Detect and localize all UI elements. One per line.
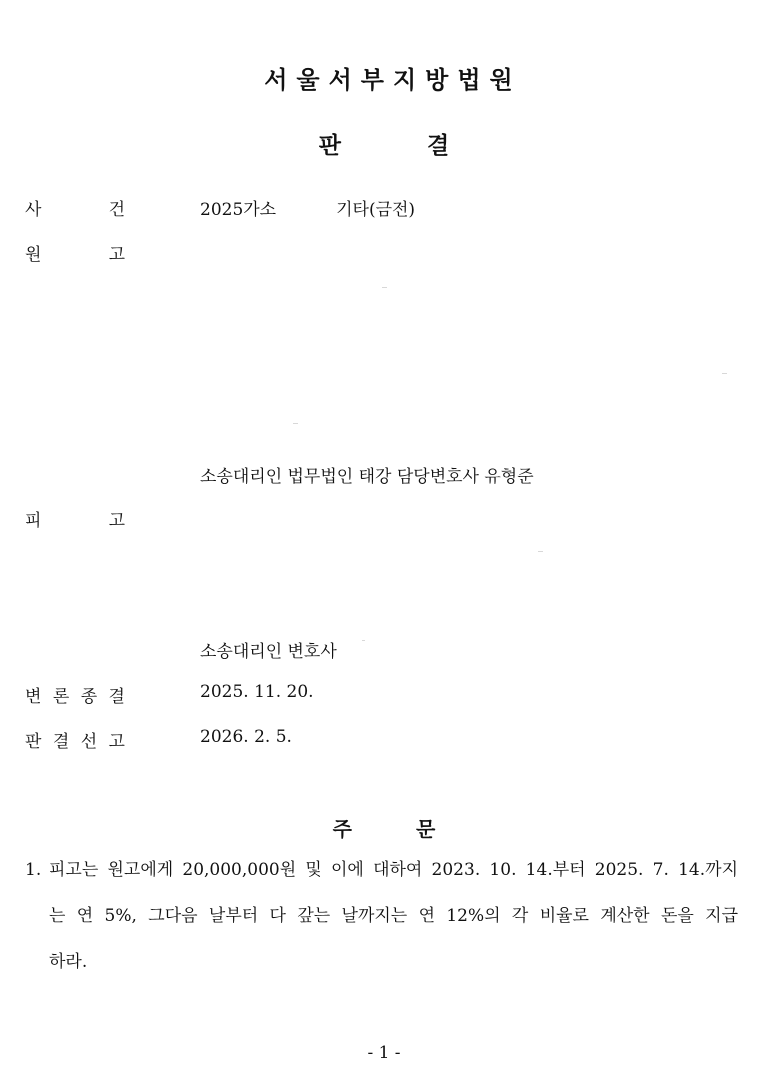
order-item-text — [49, 847, 738, 985]
closing-label: 변 론 종 결 — [25, 687, 125, 707]
order-item-line: 피고는 원고에게 20,000,000원 및 이에 대하여 2023. 10. 14.부터 2025. 7. 14.까지 — [49, 860, 738, 880]
order-item — [25, 847, 738, 985]
defendant-label: 피 고 — [25, 511, 125, 531]
defendant-representative: 소송대리인 변호사 — [200, 642, 337, 662]
judgment-date: 2026. 2. 5. — [200, 727, 292, 747]
document-title-left: 판 — [318, 133, 341, 159]
order-item-line: 하라. — [49, 952, 88, 972]
plaintiff-label: 원 고 — [25, 245, 125, 265]
document-title — [0, 127, 768, 160]
case-label: 사 건 — [25, 200, 125, 220]
case-value — [200, 195, 415, 220]
order-item-line: 는 연 5%, 그다음 날부터 다 갚는 날까지는 연 12%의 각 비율로 계산한 돈을 지급 — [49, 906, 738, 926]
case-type: 기타(금전) — [336, 200, 416, 220]
order-item-number: 1. — [25, 860, 42, 880]
judgment-date-label: 판 결 선 고 — [25, 732, 125, 752]
court-name: 서울서부지방법원 — [264, 66, 522, 94]
order-section-title: 주 문 — [332, 817, 436, 841]
plaintiff-representative: 소송대리인 법무법인 태강 담당변호사 유형준 — [200, 467, 534, 487]
case-number: 2025가소 — [200, 200, 277, 220]
closing-date: 2025. 11. 20. — [200, 682, 314, 702]
document-title-right: 결 — [427, 133, 450, 159]
page-number: - 1 - — [367, 1043, 401, 1063]
